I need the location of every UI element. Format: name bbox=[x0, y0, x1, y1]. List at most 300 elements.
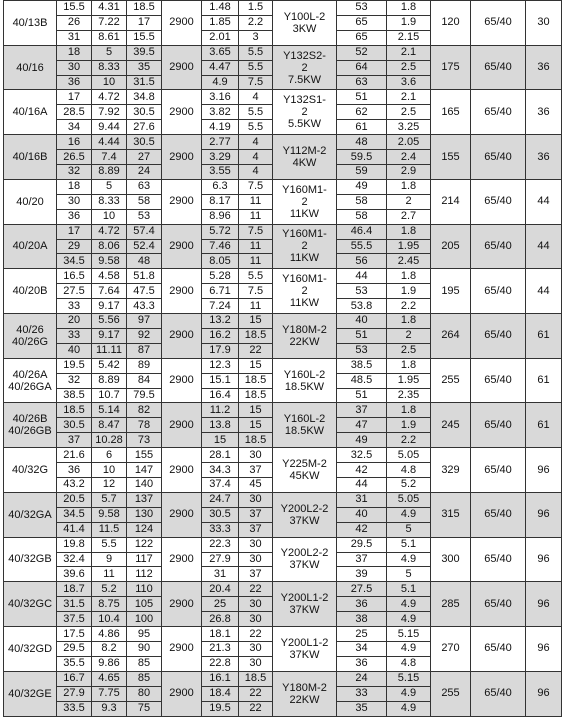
flow-ls-cell: 4.86 bbox=[92, 627, 127, 642]
weight-cell: 44 bbox=[526, 269, 562, 314]
npshr-cell: 2.9 bbox=[387, 164, 431, 179]
efficiency-cell: 53.8 bbox=[337, 299, 387, 314]
efficiency-cell: 29.5 bbox=[337, 537, 387, 552]
motor-power-cell: 4 bbox=[239, 135, 273, 150]
flow-ls-cell: 9.17 bbox=[92, 328, 127, 343]
speed-cell: 2900 bbox=[162, 582, 202, 627]
motor-power-cell: 5.5 bbox=[239, 45, 273, 60]
head-cell: 30.5 bbox=[127, 135, 162, 150]
shaft-power-cell: 3.16 bbox=[202, 90, 239, 105]
flow-ls-cell: 5 bbox=[92, 179, 127, 194]
head-cell: 15.5 bbox=[127, 30, 162, 45]
model-cell: 40/32GC bbox=[4, 582, 57, 627]
head-cell: 53 bbox=[127, 209, 162, 224]
npsh-code-cell: 205 bbox=[431, 224, 471, 269]
motor-model-cell: Y180M-2 22KW bbox=[273, 671, 337, 716]
head-cell: 34.8 bbox=[127, 90, 162, 105]
motor-power-cell: 4 bbox=[239, 164, 273, 179]
flow-ls-cell: 5.2 bbox=[92, 582, 127, 597]
npshr-cell: 2 bbox=[387, 194, 431, 209]
shaft-power-cell: 7.24 bbox=[202, 299, 239, 314]
speed-cell: 2900 bbox=[162, 671, 202, 716]
flow-m3h-cell: 36 bbox=[57, 209, 92, 224]
flow-ls-cell: 11 bbox=[92, 567, 127, 582]
shaft-power-cell: 8.96 bbox=[202, 209, 239, 224]
head-cell: 80 bbox=[127, 686, 162, 701]
npshr-cell: 1.8 bbox=[387, 179, 431, 194]
motor-power-cell: 7.5 bbox=[239, 284, 273, 299]
speed-cell: 2900 bbox=[162, 403, 202, 448]
efficiency-cell: 34 bbox=[337, 641, 387, 656]
efficiency-cell: 53 bbox=[337, 1, 387, 16]
npsh-code-cell: 255 bbox=[431, 358, 471, 403]
efficiency-cell: 64 bbox=[337, 60, 387, 75]
head-cell: 30.5 bbox=[127, 105, 162, 120]
motor-power-cell: 11 bbox=[239, 254, 273, 269]
efficiency-cell: 65 bbox=[337, 30, 387, 45]
flow-ls-cell: 11.11 bbox=[92, 343, 127, 358]
shaft-power-cell: 3.55 bbox=[202, 164, 239, 179]
flow-ls-cell: 10 bbox=[92, 463, 127, 478]
motor-model-cell: Y225M-2 45KW bbox=[273, 448, 337, 493]
motor-power-cell: 4 bbox=[239, 150, 273, 165]
efficiency-cell: 52 bbox=[337, 45, 387, 60]
npshr-cell: 1.8 bbox=[387, 314, 431, 329]
model-cell: 40/20A bbox=[4, 224, 57, 269]
flow-ls-cell: 7.92 bbox=[92, 105, 127, 120]
motor-power-cell: 5.5 bbox=[239, 105, 273, 120]
shaft-power-cell: 22.3 bbox=[202, 537, 239, 552]
table-row bbox=[4, 1, 562, 16]
motor-power-cell: 22 bbox=[239, 343, 273, 358]
npshr-cell: 1.8 bbox=[387, 403, 431, 418]
efficiency-cell: 51 bbox=[337, 328, 387, 343]
flow-m3h-cell: 18 bbox=[57, 45, 92, 60]
motor-power-cell: 15 bbox=[239, 403, 273, 418]
motor-power-cell: 7.5 bbox=[239, 75, 273, 90]
motor-model-cell: Y200L2-2 37KW bbox=[273, 492, 337, 537]
shaft-power-cell: 25 bbox=[202, 597, 239, 612]
npsh-code-cell: 214 bbox=[431, 179, 471, 224]
flow-ls-cell: 9.44 bbox=[92, 120, 127, 135]
flow-m3h-cell: 34 bbox=[57, 120, 92, 135]
motor-power-cell: 11 bbox=[239, 209, 273, 224]
head-cell: 85 bbox=[127, 671, 162, 686]
head-cell: 122 bbox=[127, 537, 162, 552]
flow-m3h-cell: 37.5 bbox=[57, 612, 92, 627]
pump-spec-table bbox=[3, 0, 562, 717]
shaft-power-cell: 4.19 bbox=[202, 120, 239, 135]
flow-m3h-cell: 32 bbox=[57, 373, 92, 388]
efficiency-cell: 44 bbox=[337, 269, 387, 284]
flow-ls-cell: 12 bbox=[92, 478, 127, 493]
npsh-code-cell: 245 bbox=[431, 403, 471, 448]
efficiency-cell: 49 bbox=[337, 433, 387, 448]
motor-power-cell: 22 bbox=[239, 627, 273, 642]
head-cell: 89 bbox=[127, 358, 162, 373]
head-cell: 90 bbox=[127, 641, 162, 656]
diameter-cell: 65/40 bbox=[471, 135, 526, 180]
diameter-cell: 65/40 bbox=[471, 314, 526, 359]
efficiency-cell: 51 bbox=[337, 90, 387, 105]
shaft-power-cell: 15 bbox=[202, 433, 239, 448]
motor-power-cell: 5.5 bbox=[239, 269, 273, 284]
head-cell: 140 bbox=[127, 478, 162, 493]
head-cell: 58 bbox=[127, 194, 162, 209]
npshr-cell: 1.8 bbox=[387, 224, 431, 239]
flow-m3h-cell: 36 bbox=[57, 75, 92, 90]
npshr-cell: 2.15 bbox=[387, 30, 431, 45]
table-body bbox=[4, 1, 562, 717]
motor-power-cell: 22 bbox=[239, 582, 273, 597]
shaft-power-cell: 1.85 bbox=[202, 15, 239, 30]
motor-power-cell: 7.5 bbox=[239, 224, 273, 239]
npshr-cell: 2.5 bbox=[387, 343, 431, 358]
motor-power-cell: 3 bbox=[239, 30, 273, 45]
shaft-power-cell: 3.29 bbox=[202, 150, 239, 165]
npsh-code-cell: 264 bbox=[431, 314, 471, 359]
shaft-power-cell: 7.46 bbox=[202, 239, 239, 254]
motor-power-cell: 5.5 bbox=[239, 120, 273, 135]
weight-cell: 96 bbox=[526, 627, 562, 672]
head-cell: 75 bbox=[127, 701, 162, 716]
motor-power-cell: 11 bbox=[239, 299, 273, 314]
shaft-power-cell: 18.4 bbox=[202, 686, 239, 701]
flow-m3h-cell: 26.5 bbox=[57, 150, 92, 165]
motor-model-cell: Y180M-2 22KW bbox=[273, 314, 337, 359]
shaft-power-cell: 18.1 bbox=[202, 627, 239, 642]
speed-cell: 2900 bbox=[162, 45, 202, 90]
flow-ls-cell: 7.22 bbox=[92, 15, 127, 30]
table-row bbox=[4, 627, 562, 642]
head-cell: 43.3 bbox=[127, 299, 162, 314]
motor-power-cell: 18.5 bbox=[239, 671, 273, 686]
model-cell: 40/32GA bbox=[4, 492, 57, 537]
model-cell: 40/32GB bbox=[4, 537, 57, 582]
speed-cell: 2900 bbox=[162, 269, 202, 314]
model-cell: 40/16 bbox=[4, 45, 57, 90]
speed-cell: 2900 bbox=[162, 314, 202, 359]
table-row bbox=[4, 135, 562, 150]
head-cell: 155 bbox=[127, 448, 162, 463]
head-cell: 130 bbox=[127, 507, 162, 522]
efficiency-cell: 51 bbox=[337, 388, 387, 403]
model-cell: 40/20B bbox=[4, 269, 57, 314]
npsh-code-cell: 165 bbox=[431, 90, 471, 135]
diameter-cell: 65/40 bbox=[471, 358, 526, 403]
flow-ls-cell: 7.75 bbox=[92, 686, 127, 701]
npshr-cell: 2.35 bbox=[387, 388, 431, 403]
npshr-cell: 1.8 bbox=[387, 1, 431, 16]
weight-cell: 96 bbox=[526, 582, 562, 627]
table-row bbox=[4, 179, 562, 194]
head-cell: 48 bbox=[127, 254, 162, 269]
flow-ls-cell: 4.31 bbox=[92, 1, 127, 16]
shaft-power-cell: 2.77 bbox=[202, 135, 239, 150]
npshr-cell: 2.7 bbox=[387, 209, 431, 224]
flow-m3h-cell: 33 bbox=[57, 299, 92, 314]
efficiency-cell: 49 bbox=[337, 179, 387, 194]
flow-m3h-cell: 15.5 bbox=[57, 1, 92, 16]
shaft-power-cell: 5.72 bbox=[202, 224, 239, 239]
motor-power-cell: 45 bbox=[239, 478, 273, 493]
head-cell: 92 bbox=[127, 328, 162, 343]
npshr-cell: 4.9 bbox=[387, 641, 431, 656]
npshr-cell: 4.9 bbox=[387, 597, 431, 612]
flow-ls-cell: 8.33 bbox=[92, 60, 127, 75]
model-cell: 40/20 bbox=[4, 179, 57, 224]
head-cell: 39.5 bbox=[127, 45, 162, 60]
npsh-code-cell: 175 bbox=[431, 45, 471, 90]
shaft-power-cell: 8.17 bbox=[202, 194, 239, 209]
shaft-power-cell: 11.2 bbox=[202, 403, 239, 418]
flow-m3h-cell: 21.6 bbox=[57, 448, 92, 463]
efficiency-cell: 33 bbox=[337, 686, 387, 701]
motor-power-cell: 5.5 bbox=[239, 60, 273, 75]
npshr-cell: 5.05 bbox=[387, 448, 431, 463]
shaft-power-cell: 22.8 bbox=[202, 656, 239, 671]
npsh-code-cell: 315 bbox=[431, 492, 471, 537]
weight-cell: 96 bbox=[526, 671, 562, 716]
shaft-power-cell: 4.47 bbox=[202, 60, 239, 75]
head-cell: 117 bbox=[127, 552, 162, 567]
shaft-power-cell: 34.3 bbox=[202, 463, 239, 478]
flow-m3h-cell: 16.7 bbox=[57, 671, 92, 686]
efficiency-cell: 42 bbox=[337, 522, 387, 537]
model-cell: 40/26 40/26G bbox=[4, 314, 57, 359]
flow-ls-cell: 8.61 bbox=[92, 30, 127, 45]
npsh-code-cell: 300 bbox=[431, 537, 471, 582]
flow-ls-cell: 7.4 bbox=[92, 150, 127, 165]
shaft-power-cell: 16.2 bbox=[202, 328, 239, 343]
motor-model-cell: Y100L-2 3KW bbox=[273, 1, 337, 46]
head-cell: 110 bbox=[127, 582, 162, 597]
npshr-cell: 4.9 bbox=[387, 686, 431, 701]
shaft-power-cell: 16.4 bbox=[202, 388, 239, 403]
efficiency-cell: 38.5 bbox=[337, 358, 387, 373]
motor-power-cell: 30 bbox=[239, 492, 273, 507]
table-row bbox=[4, 403, 562, 418]
npshr-cell: 3.25 bbox=[387, 120, 431, 135]
motor-model-cell: Y160M1- 2 11KW bbox=[273, 224, 337, 269]
efficiency-cell: 40 bbox=[337, 314, 387, 329]
motor-power-cell: 30 bbox=[239, 597, 273, 612]
flow-m3h-cell: 17 bbox=[57, 90, 92, 105]
diameter-cell: 65/40 bbox=[471, 1, 526, 46]
flow-ls-cell: 8.89 bbox=[92, 373, 127, 388]
efficiency-cell: 31 bbox=[337, 492, 387, 507]
npsh-code-cell: 270 bbox=[431, 627, 471, 672]
motor-power-cell: 30 bbox=[239, 612, 273, 627]
shaft-power-cell: 21.3 bbox=[202, 641, 239, 656]
speed-cell: 2900 bbox=[162, 537, 202, 582]
head-cell: 63 bbox=[127, 179, 162, 194]
npshr-cell: 5.1 bbox=[387, 537, 431, 552]
shaft-power-cell: 3.65 bbox=[202, 45, 239, 60]
flow-ls-cell: 8.33 bbox=[92, 194, 127, 209]
efficiency-cell: 62 bbox=[337, 105, 387, 120]
flow-ls-cell: 5.5 bbox=[92, 537, 127, 552]
npshr-cell: 2 bbox=[387, 328, 431, 343]
flow-m3h-cell: 27.9 bbox=[57, 686, 92, 701]
motor-power-cell: 15 bbox=[239, 314, 273, 329]
head-cell: 100 bbox=[127, 612, 162, 627]
weight-cell: 30 bbox=[526, 1, 562, 46]
diameter-cell: 65/40 bbox=[471, 582, 526, 627]
npshr-cell: 5 bbox=[387, 522, 431, 537]
motor-power-cell: 37 bbox=[239, 522, 273, 537]
flow-m3h-cell: 17 bbox=[57, 224, 92, 239]
npshr-cell: 4.8 bbox=[387, 656, 431, 671]
flow-ls-cell: 5.14 bbox=[92, 403, 127, 418]
efficiency-cell: 36 bbox=[337, 597, 387, 612]
shaft-power-cell: 17.9 bbox=[202, 343, 239, 358]
npsh-code-cell: 255 bbox=[431, 671, 471, 716]
flow-m3h-cell: 30 bbox=[57, 60, 92, 75]
motor-model-cell: Y200L2-2 37KW bbox=[273, 537, 337, 582]
shaft-power-cell: 6.71 bbox=[202, 284, 239, 299]
motor-model-cell: Y200L1-2 37KW bbox=[273, 582, 337, 627]
model-cell: 40/16B bbox=[4, 135, 57, 180]
efficiency-cell: 53 bbox=[337, 343, 387, 358]
flow-m3h-cell: 16 bbox=[57, 135, 92, 150]
npshr-cell: 2.5 bbox=[387, 60, 431, 75]
npshr-cell: 2.1 bbox=[387, 90, 431, 105]
shaft-power-cell: 4.9 bbox=[202, 75, 239, 90]
flow-m3h-cell: 27.5 bbox=[57, 284, 92, 299]
npshr-cell: 5.1 bbox=[387, 582, 431, 597]
diameter-cell: 65/40 bbox=[471, 45, 526, 90]
motor-power-cell: 30 bbox=[239, 552, 273, 567]
motor-power-cell: 18.5 bbox=[239, 433, 273, 448]
motor-power-cell: 15 bbox=[239, 418, 273, 433]
head-cell: 31.5 bbox=[127, 75, 162, 90]
flow-ls-cell: 4.44 bbox=[92, 135, 127, 150]
shaft-power-cell: 13.2 bbox=[202, 314, 239, 329]
flow-ls-cell: 4.65 bbox=[92, 671, 127, 686]
flow-ls-cell: 8.06 bbox=[92, 239, 127, 254]
motor-power-cell: 37 bbox=[239, 463, 273, 478]
flow-m3h-cell: 31.5 bbox=[57, 597, 92, 612]
shaft-power-cell: 16.1 bbox=[202, 671, 239, 686]
npshr-cell: 5.05 bbox=[387, 492, 431, 507]
head-cell: 27 bbox=[127, 150, 162, 165]
flow-m3h-cell: 17.5 bbox=[57, 627, 92, 642]
weight-cell: 61 bbox=[526, 314, 562, 359]
table-row bbox=[4, 492, 562, 507]
motor-power-cell: 18.5 bbox=[239, 373, 273, 388]
npshr-cell: 2.45 bbox=[387, 254, 431, 269]
flow-m3h-cell: 43.2 bbox=[57, 478, 92, 493]
head-cell: 52.4 bbox=[127, 239, 162, 254]
shaft-power-cell: 37.4 bbox=[202, 478, 239, 493]
head-cell: 73 bbox=[127, 433, 162, 448]
weight-cell: 96 bbox=[526, 492, 562, 537]
flow-m3h-cell: 40 bbox=[57, 343, 92, 358]
efficiency-cell: 55.5 bbox=[337, 239, 387, 254]
diameter-cell: 65/40 bbox=[471, 492, 526, 537]
npsh-code-cell: 195 bbox=[431, 269, 471, 314]
shaft-power-cell: 20.4 bbox=[202, 582, 239, 597]
motor-power-cell: 30 bbox=[239, 448, 273, 463]
npshr-cell: 1.8 bbox=[387, 358, 431, 373]
flow-ls-cell: 9.17 bbox=[92, 299, 127, 314]
npshr-cell: 4.9 bbox=[387, 507, 431, 522]
efficiency-cell: 48.5 bbox=[337, 373, 387, 388]
efficiency-cell: 58 bbox=[337, 209, 387, 224]
flow-ls-cell: 10.28 bbox=[92, 433, 127, 448]
weight-cell: 61 bbox=[526, 358, 562, 403]
flow-m3h-cell: 34.5 bbox=[57, 507, 92, 522]
npshr-cell: 1.95 bbox=[387, 373, 431, 388]
motor-model-cell: Y132S1- 2 5.5KW bbox=[273, 90, 337, 135]
npshr-cell: 4.9 bbox=[387, 552, 431, 567]
motor-power-cell: 30 bbox=[239, 656, 273, 671]
speed-cell: 2900 bbox=[162, 179, 202, 224]
head-cell: 51.8 bbox=[127, 269, 162, 284]
motor-power-cell: 11 bbox=[239, 194, 273, 209]
efficiency-cell: 36 bbox=[337, 656, 387, 671]
diameter-cell: 65/40 bbox=[471, 448, 526, 493]
flow-ls-cell: 4.58 bbox=[92, 269, 127, 284]
efficiency-cell: 42 bbox=[337, 463, 387, 478]
speed-cell: 2900 bbox=[162, 448, 202, 493]
head-cell: 105 bbox=[127, 597, 162, 612]
shaft-power-cell: 27.9 bbox=[202, 552, 239, 567]
flow-ls-cell: 9.58 bbox=[92, 507, 127, 522]
npshr-cell: 2.2 bbox=[387, 433, 431, 448]
motor-model-cell: Y200L1-2 37KW bbox=[273, 627, 337, 672]
flow-m3h-cell: 18.7 bbox=[57, 582, 92, 597]
efficiency-cell: 61 bbox=[337, 120, 387, 135]
shaft-power-cell: 33.3 bbox=[202, 522, 239, 537]
npshr-cell: 2.05 bbox=[387, 135, 431, 150]
motor-model-cell: Y132S2- 2 7.5KW bbox=[273, 45, 337, 90]
head-cell: 112 bbox=[127, 567, 162, 582]
npshr-cell: 4.8 bbox=[387, 463, 431, 478]
flow-m3h-cell: 35.5 bbox=[57, 656, 92, 671]
motor-power-cell: 22 bbox=[239, 686, 273, 701]
flow-m3h-cell: 18 bbox=[57, 179, 92, 194]
flow-ls-cell: 9.3 bbox=[92, 701, 127, 716]
flow-m3h-cell: 29.5 bbox=[57, 641, 92, 656]
weight-cell: 44 bbox=[526, 224, 562, 269]
efficiency-cell: 46.4 bbox=[337, 224, 387, 239]
weight-cell: 36 bbox=[526, 45, 562, 90]
flow-m3h-cell: 36 bbox=[57, 463, 92, 478]
head-cell: 47.5 bbox=[127, 284, 162, 299]
shaft-power-cell: 12.3 bbox=[202, 358, 239, 373]
npshr-cell: 1.8 bbox=[387, 269, 431, 284]
flow-m3h-cell: 28.5 bbox=[57, 105, 92, 120]
efficiency-cell: 59.5 bbox=[337, 150, 387, 165]
speed-cell: 2900 bbox=[162, 1, 202, 46]
motor-power-cell: 18.5 bbox=[239, 388, 273, 403]
flow-m3h-cell: 20 bbox=[57, 314, 92, 329]
head-cell: 85 bbox=[127, 656, 162, 671]
table-row bbox=[4, 224, 562, 239]
flow-m3h-cell: 30 bbox=[57, 194, 92, 209]
head-cell: 18.5 bbox=[127, 1, 162, 16]
motor-power-cell: 30 bbox=[239, 537, 273, 552]
head-cell: 35 bbox=[127, 60, 162, 75]
shaft-power-cell: 5.28 bbox=[202, 269, 239, 284]
flow-m3h-cell: 16.5 bbox=[57, 269, 92, 284]
flow-ls-cell: 9.58 bbox=[92, 254, 127, 269]
flow-ls-cell: 10.4 bbox=[92, 612, 127, 627]
efficiency-cell: 65 bbox=[337, 15, 387, 30]
speed-cell: 2900 bbox=[162, 627, 202, 672]
